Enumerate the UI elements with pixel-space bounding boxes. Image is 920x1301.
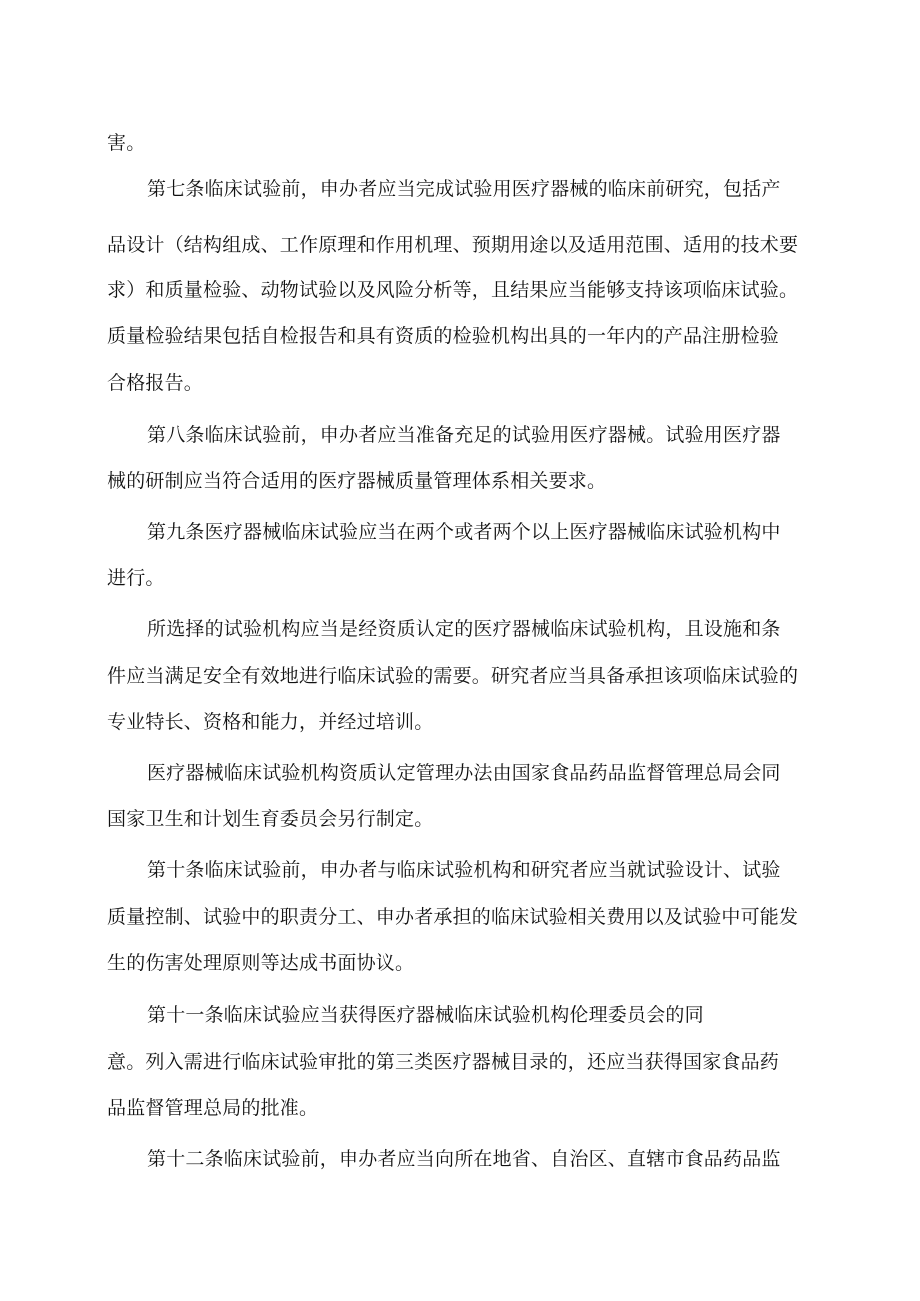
text-line: 第七条临床试验前，申办者应当完成试验用医疗器械的临床前研究，包括产 xyxy=(147,178,781,200)
text-line: 求）和质量检验、动物试验以及风险分析等，且结果应当能够支持该项临床试验。 xyxy=(107,279,799,301)
text-line: 件应当满足安全有效地进行临床试验的需要。研究者应当具备承担该项临床试验的 xyxy=(107,665,799,687)
text-line: 第九条医疗器械临床试验应当在两个或者两个以上医疗器械临床试验机构中 xyxy=(147,521,781,543)
text-line: 质量检验结果包括自检报告和具有资质的检验机构出具的一年内的产品注册检验 xyxy=(107,325,780,347)
text-line: 意。列入需进行临床试验审批的第三类医疗器械目录的，还应当获得国家食品药 xyxy=(107,1051,780,1073)
text-line: 第八条临床试验前，申办者应当准备充足的试验用医疗器械。试验用医疗器 xyxy=(147,424,781,446)
text-line: 质量控制、试验中的职责分工、申办者承担的临床试验相关费用以及试验中可能发 xyxy=(107,906,799,928)
text-line: 械的研制应当符合适用的医疗器械质量管理体系相关要求。 xyxy=(107,470,607,492)
text-line: 专业特长、资格和能力，并经过培训。 xyxy=(107,711,434,733)
text-line: 品设计（结构组成、工作原理和作用机理、预期用途以及适用范围、适用的技术要 xyxy=(107,234,799,256)
text-line: 第十二条临床试验前，申办者应当向所在地省、自治区、直辖市食品药品监 xyxy=(147,1148,781,1170)
text-line: 进行。 xyxy=(107,567,165,589)
text-line: 生的伤害处理原则等达成书面协议。 xyxy=(107,952,415,974)
text-line: 品监督管理总局的批准。 xyxy=(107,1097,319,1119)
text-line: 第十条临床试验前，申办者与临床试验机构和研究者应当就试验设计、试验 xyxy=(147,859,781,881)
text-line: 国家卫生和计划生育委员会另行制定。 xyxy=(107,808,434,830)
text-line: 医疗器械临床试验机构资质认定管理办法由国家食品药品监督管理总局会同 xyxy=(147,762,781,784)
text-line: 所选择的试验机构应当是经资质认定的医疗器械临床试验机构，且设施和条 xyxy=(147,618,781,640)
text-line: 害。 xyxy=(107,132,146,154)
text-line: 第十一条临床试验应当获得医疗器械临床试验机构伦理委员会的同 xyxy=(147,1004,704,1026)
text-line: 合格报告。 xyxy=(107,372,204,394)
